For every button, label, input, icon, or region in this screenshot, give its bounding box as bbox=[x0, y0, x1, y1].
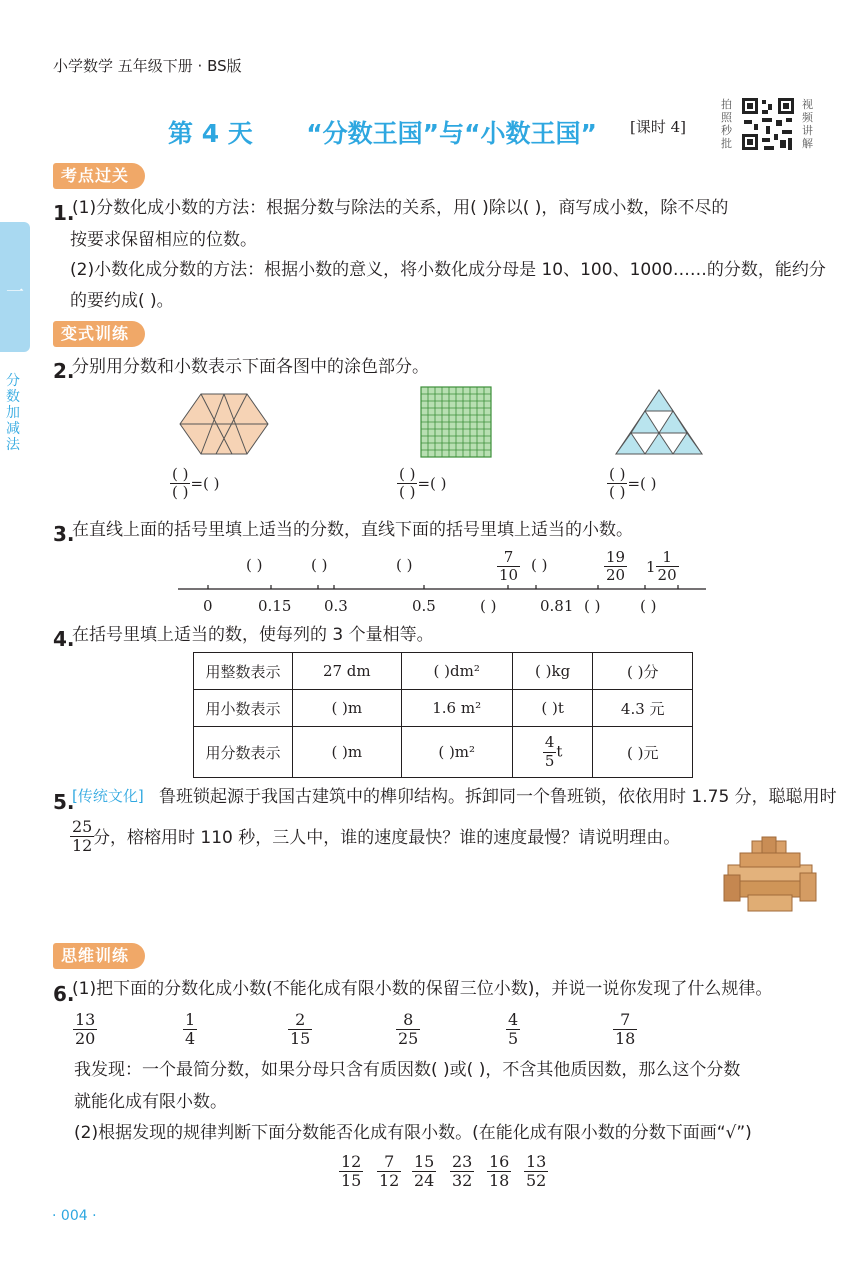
table-cell: 27 dm bbox=[293, 653, 402, 690]
q3-below-blank-1[interactable]: ( ) bbox=[480, 597, 497, 615]
triangle-figure bbox=[614, 388, 704, 456]
frac-num: 13 bbox=[526, 1152, 547, 1171]
chapter-tab bbox=[0, 222, 30, 352]
q3-below-081: 0.81 bbox=[540, 597, 574, 615]
frac-num: 8 bbox=[403, 1010, 414, 1029]
q3-frac-7-10 bbox=[497, 549, 520, 585]
q5-frac-den: 12 bbox=[72, 836, 93, 856]
row-head-fraction: 用分数表示 bbox=[194, 727, 293, 778]
frac-num: 16 bbox=[489, 1152, 510, 1171]
frac-den: 20 bbox=[75, 1029, 96, 1049]
frac-den: 25 bbox=[398, 1029, 419, 1049]
q2-text: 分别用分数和小数表示下面各图中的涂色部分。 bbox=[72, 357, 429, 377]
q2-eq-1[interactable]: =( ) bbox=[190, 474, 220, 493]
table-cell[interactable]: ( )m² bbox=[401, 727, 512, 778]
title-day: 第 4 天 bbox=[168, 119, 253, 148]
frac-num: 13 bbox=[75, 1010, 96, 1029]
frac-den: 4 bbox=[185, 1029, 196, 1049]
q3-below-015: 0.15 bbox=[258, 597, 292, 615]
q6-found1: 我发现：一个最简分数，如果分母只含有质因数( )或( )，不含其他质因数，那么这个分数 bbox=[74, 1060, 741, 1080]
q6-frac-b1 bbox=[339, 1153, 363, 1191]
q3-below-blank-3[interactable]: ( ) bbox=[640, 597, 657, 615]
q6-frac-b5 bbox=[487, 1153, 511, 1191]
q1-line2: 按要求保留相应的位数。 bbox=[70, 230, 257, 250]
table-cell: 4.3 元 bbox=[593, 690, 693, 727]
table-cell[interactable]: ( )元 bbox=[593, 727, 693, 778]
q2-frac-1 bbox=[170, 466, 190, 502]
chapter-title: 分数加减法 bbox=[6, 373, 20, 453]
title-topic: “分数王国”与“小数王国” bbox=[306, 119, 597, 148]
q3-above-4[interactable]: ( ) bbox=[531, 556, 548, 574]
table-cell[interactable]: ( )dm² bbox=[401, 653, 512, 690]
section-badge-3: 思维训练 bbox=[53, 943, 145, 969]
q3-above-1[interactable]: ( ) bbox=[246, 556, 263, 574]
q1-line4: 的要约成( )。 bbox=[70, 291, 174, 311]
q3-text: 在直线上面的括号里填上适当的分数，直线下面的括号里填上适当的小数。 bbox=[72, 520, 633, 540]
q3-frac1-num: 7 bbox=[503, 548, 514, 566]
q3-frac-1-1-20 bbox=[646, 549, 679, 585]
q6-frac-a5 bbox=[506, 1011, 520, 1049]
frac-den: 52 bbox=[526, 1171, 547, 1191]
q3-below-blank-2[interactable]: ( ) bbox=[584, 597, 601, 615]
q2-frac-3 bbox=[607, 466, 627, 502]
q5-line2: 分，榕榕用时 110 秒，三人中，谁的速度最快？谁的速度最慢？请说明理由。 bbox=[93, 828, 681, 848]
q2-frac-3-num[interactable]: ( ) bbox=[609, 465, 626, 483]
q2-answer-1 bbox=[170, 466, 220, 502]
q3-frac3-whole: 1 bbox=[646, 557, 656, 576]
q2-number: 2. bbox=[53, 359, 75, 383]
section-badge-2: 变式训练 bbox=[53, 321, 145, 347]
q6-frac-a4 bbox=[396, 1011, 420, 1049]
frac-num: 7 bbox=[384, 1152, 395, 1171]
frac-den: 5 bbox=[508, 1029, 519, 1049]
q2-answer-2 bbox=[397, 466, 447, 502]
frac-den: 15 bbox=[290, 1029, 311, 1049]
row-head-integer: 用整数表示 bbox=[194, 653, 293, 690]
frac-den: 12 bbox=[379, 1171, 400, 1191]
q3-above-3[interactable]: ( ) bbox=[396, 556, 413, 574]
q6-frac-a3 bbox=[288, 1011, 312, 1049]
page-number: · 004 · bbox=[52, 1208, 97, 1224]
q2-frac-1-num[interactable]: ( ) bbox=[172, 465, 189, 483]
frac-den: 15 bbox=[341, 1171, 362, 1191]
q3-frac3-num: 1 bbox=[662, 548, 672, 566]
page-number-text: 004 bbox=[60, 1208, 88, 1224]
page-title bbox=[168, 114, 597, 150]
q2-answer-3 bbox=[607, 466, 657, 502]
q5-fraction bbox=[70, 818, 94, 856]
q6-line1: (1)把下面的分数化成小数(不能化成有限小数的保留三位小数)，并说一说你发现了什么规律。 bbox=[72, 979, 773, 999]
q4-frac-unit: t bbox=[556, 742, 563, 761]
qr-code[interactable] bbox=[740, 96, 796, 152]
table-cell-fraction bbox=[512, 727, 593, 778]
row-head-decimal: 用小数表示 bbox=[194, 690, 293, 727]
table-row bbox=[194, 727, 693, 778]
q6-frac-b2 bbox=[377, 1153, 401, 1191]
q2-eq-3[interactable]: =( ) bbox=[627, 474, 657, 493]
q3-below-05: 0.5 bbox=[412, 597, 436, 615]
frac-den: 18 bbox=[489, 1171, 510, 1191]
q6-frac-a1 bbox=[73, 1011, 97, 1049]
table-row bbox=[194, 690, 693, 727]
q3-above-2[interactable]: ( ) bbox=[311, 556, 328, 574]
q5-number: 5. bbox=[53, 790, 75, 814]
q1-line1: (1)分数化成小数的方法：根据分数与除法的关系，用( )除以( )，商写成小数，除不尽的 bbox=[72, 198, 729, 218]
table-cell[interactable]: ( )分 bbox=[593, 653, 693, 690]
frac-num: 7 bbox=[620, 1010, 631, 1029]
q6-frac-b4 bbox=[450, 1153, 474, 1191]
table-cell[interactable]: ( )t bbox=[512, 690, 593, 727]
q2-frac-1-den[interactable]: ( ) bbox=[172, 483, 189, 502]
table-cell[interactable]: ( )m bbox=[293, 727, 402, 778]
table-row bbox=[194, 653, 693, 690]
q2-frac-2 bbox=[397, 466, 417, 502]
q3-frac2-num: 19 bbox=[606, 548, 626, 566]
q2-eq-2[interactable]: =( ) bbox=[417, 474, 447, 493]
table-cell[interactable]: ( )m bbox=[293, 690, 402, 727]
section-badge-1: 考点过关 bbox=[53, 163, 145, 189]
q1-number: 1. bbox=[53, 201, 75, 225]
grid-figure bbox=[420, 386, 492, 458]
q3-number: 3. bbox=[53, 522, 75, 546]
lesson-label: [课时 4] bbox=[630, 118, 687, 136]
qr-right-label: 视频讲解 bbox=[802, 98, 813, 150]
qr-left-label: 拍照秒批 bbox=[721, 98, 732, 150]
q5-tag: [传统文化] bbox=[72, 787, 144, 805]
table-cell: 1.6 m² bbox=[401, 690, 512, 727]
q6-frac-b6 bbox=[524, 1153, 548, 1191]
frac-num: 12 bbox=[341, 1152, 362, 1171]
frac-den: 18 bbox=[615, 1029, 636, 1049]
q6-number: 6. bbox=[53, 982, 75, 1006]
q4-table bbox=[193, 652, 693, 778]
book-header: 小学数学 五年级下册 · BS版 bbox=[53, 57, 242, 75]
q6-found2: 就能化成有限小数。 bbox=[74, 1092, 227, 1112]
q2-frac-3-den[interactable]: ( ) bbox=[609, 483, 626, 502]
chapter-number: 一 bbox=[6, 282, 24, 303]
q3-frac1-den: 10 bbox=[499, 566, 519, 585]
q2-frac-2-den[interactable]: ( ) bbox=[399, 483, 416, 502]
q6-frac-b3 bbox=[412, 1153, 436, 1191]
q3-frac-19-20 bbox=[604, 549, 627, 585]
q4-number: 4. bbox=[53, 627, 75, 651]
frac-num: 2 bbox=[295, 1010, 306, 1029]
q5-frac-num: 25 bbox=[72, 817, 93, 836]
q1-line3: (2)小数化成分数的方法：根据小数的意义，将小数化成分母是 10、100、1000……的分数，能约分 bbox=[70, 260, 826, 280]
q6-frac-a6 bbox=[613, 1011, 637, 1049]
table-cell[interactable]: ( )kg bbox=[512, 653, 593, 690]
q5-line1: 鲁班锁起源于我国古建筑中的榫卯结构。拆卸同一个鲁班锁，依依用时 1.75 分，聪聪用时 bbox=[159, 787, 837, 807]
frac-num: 15 bbox=[414, 1152, 435, 1171]
q4-frac-num: 4 bbox=[544, 733, 555, 752]
number-line bbox=[178, 585, 708, 597]
q6-frac-a2 bbox=[183, 1011, 197, 1049]
frac-den: 32 bbox=[452, 1171, 473, 1191]
q3-frac2-den: 20 bbox=[606, 566, 626, 585]
frac-num: 4 bbox=[508, 1010, 519, 1029]
q4-text: 在括号里填上适当的数，使每列的 3 个量相等。 bbox=[72, 625, 434, 645]
q6-line2: (2)根据发现的规律判断下面分数能否化成有限小数。(在能化成有限小数的分数下面画“√”) bbox=[74, 1123, 752, 1143]
q3-below-0: 0 bbox=[203, 597, 213, 615]
q3-frac3-den: 20 bbox=[657, 566, 677, 585]
hexagon-figure bbox=[178, 392, 270, 456]
q3-below-03: 0.3 bbox=[324, 597, 348, 615]
q2-frac-2-num[interactable]: ( ) bbox=[399, 465, 416, 483]
frac-num: 23 bbox=[452, 1152, 473, 1171]
frac-den: 24 bbox=[414, 1171, 435, 1191]
q4-frac-den: 5 bbox=[544, 751, 555, 770]
frac-num: 1 bbox=[185, 1010, 196, 1029]
luban-lock-image bbox=[722, 835, 818, 919]
